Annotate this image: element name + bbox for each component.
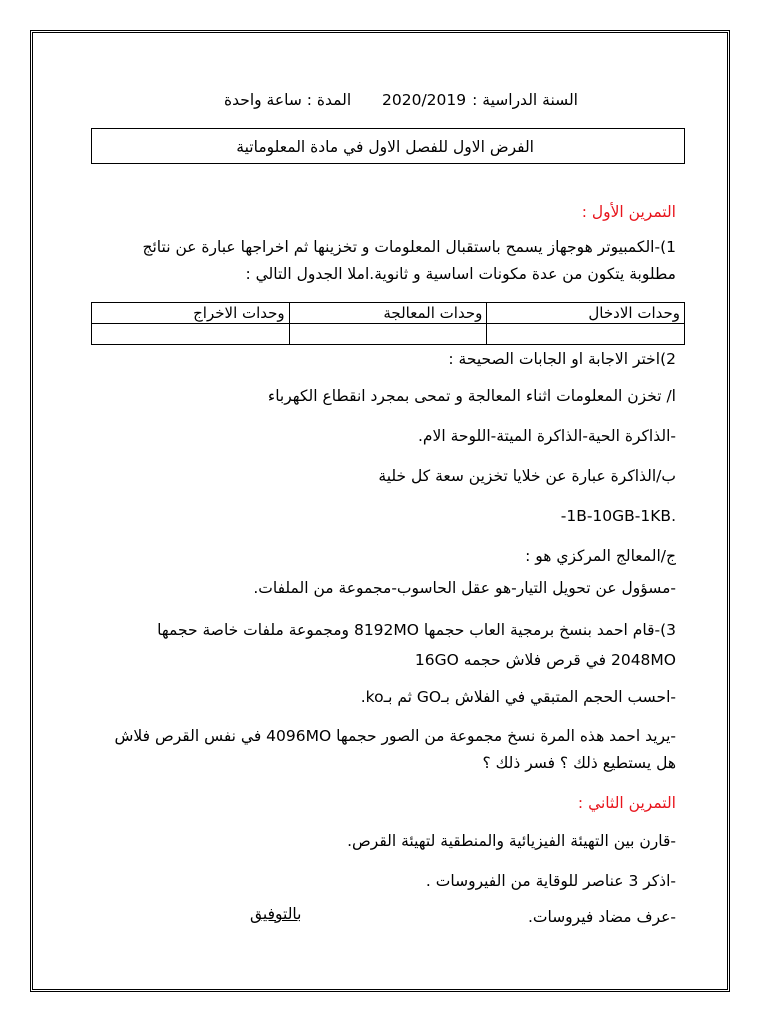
question-2a-options: -الذاكرة الحية-الذاكرة الميتة-اللوحة الام. xyxy=(417,427,676,445)
exam-title-box xyxy=(91,128,685,164)
question-3-task-2-line-1: -يريد احمد هذه المرة نسخ مجموعة من الصور حجمها 4096MO في نفس القرص فلاش xyxy=(114,727,676,745)
question-2b: ب/الذاكرة عبارة عن خلايا تخزين سعة كل خلية xyxy=(378,467,676,485)
table-answer-row xyxy=(92,324,685,345)
exam-title: الفرض الاول للفصل الاول في مادة المعلوماتية xyxy=(236,138,534,156)
question-1-line-1: 1)-الكمبيوتر هوجهاز يسمح باستقبال المعلومات و تخزينها ثم اخراجها عبارة عن نتائج xyxy=(142,238,676,256)
exercise-2-task-1: -قارن بين التهيئة الفيزيائية والمنطقية لتهيئة القرص. xyxy=(347,832,676,850)
exercise-2-task-3: -عرف مضاد فيروسات. xyxy=(527,908,676,926)
question-2c: ج/المعالج المركزي هو : xyxy=(525,547,676,565)
table-header-row xyxy=(92,303,685,324)
exercise-2-heading: التمرين الثاني : xyxy=(577,794,676,812)
input-units-header: وحدات الادخال xyxy=(487,303,685,324)
question-3-line-2: 2048MO في قرص فلاش حجمه 16GO xyxy=(414,651,676,669)
input-units-answer[interactable] xyxy=(487,324,685,345)
question-2a: ا/ تخزن المعلومات اثناء المعالجة و تمحى بمجرد انقطاع الكهرباء xyxy=(267,387,676,405)
question-3-task-1: -احسب الحجم المتبقي في الفلاش بـGO ثم بـko. xyxy=(360,688,676,706)
processing-units-answer[interactable] xyxy=(289,324,487,345)
question-1-line-2: مطلوبة يتكون من عدة مكونات اساسية و ثانوية.املا الجدول التالي : xyxy=(245,265,676,283)
school-year-label: السنة الدراسية : xyxy=(472,91,578,109)
computer-units-table xyxy=(91,302,685,345)
question-3-line-1: 3)-قام احمد بنسخ برمجية العاب حجمها 8192MO ومجموعة ملفات خاصة حجمها xyxy=(157,621,676,639)
exercise-1-heading: التمرين الأول : xyxy=(581,203,676,221)
question-2c-options: -مسؤول عن تحويل التيار-هو عقل الحاسوب-مجموعة من الملفات. xyxy=(253,579,676,597)
question-2-intro: 2)اختر الاجابة او الجابات الصحيحة : xyxy=(448,350,676,368)
question-3-task-2-line-2: هل يستطيع ذلك ؟ فسر ذلك ؟ xyxy=(482,754,676,772)
question-2b-options: .1B-10GB-1KB- xyxy=(560,507,676,525)
exam-duration: المدة : ساعة واحدة xyxy=(224,91,352,109)
school-year-value: 2020/2019 xyxy=(382,91,467,109)
output-units-header: وحدات الاخراج xyxy=(92,303,290,324)
good-luck-text: بالتوفيق xyxy=(250,905,302,923)
exercise-2-task-2: -اذكر 3 عناصر للوقاية من الفيروسات . xyxy=(425,872,676,890)
processing-units-header: وحدات المعالجة xyxy=(289,303,487,324)
output-units-answer[interactable] xyxy=(92,324,290,345)
